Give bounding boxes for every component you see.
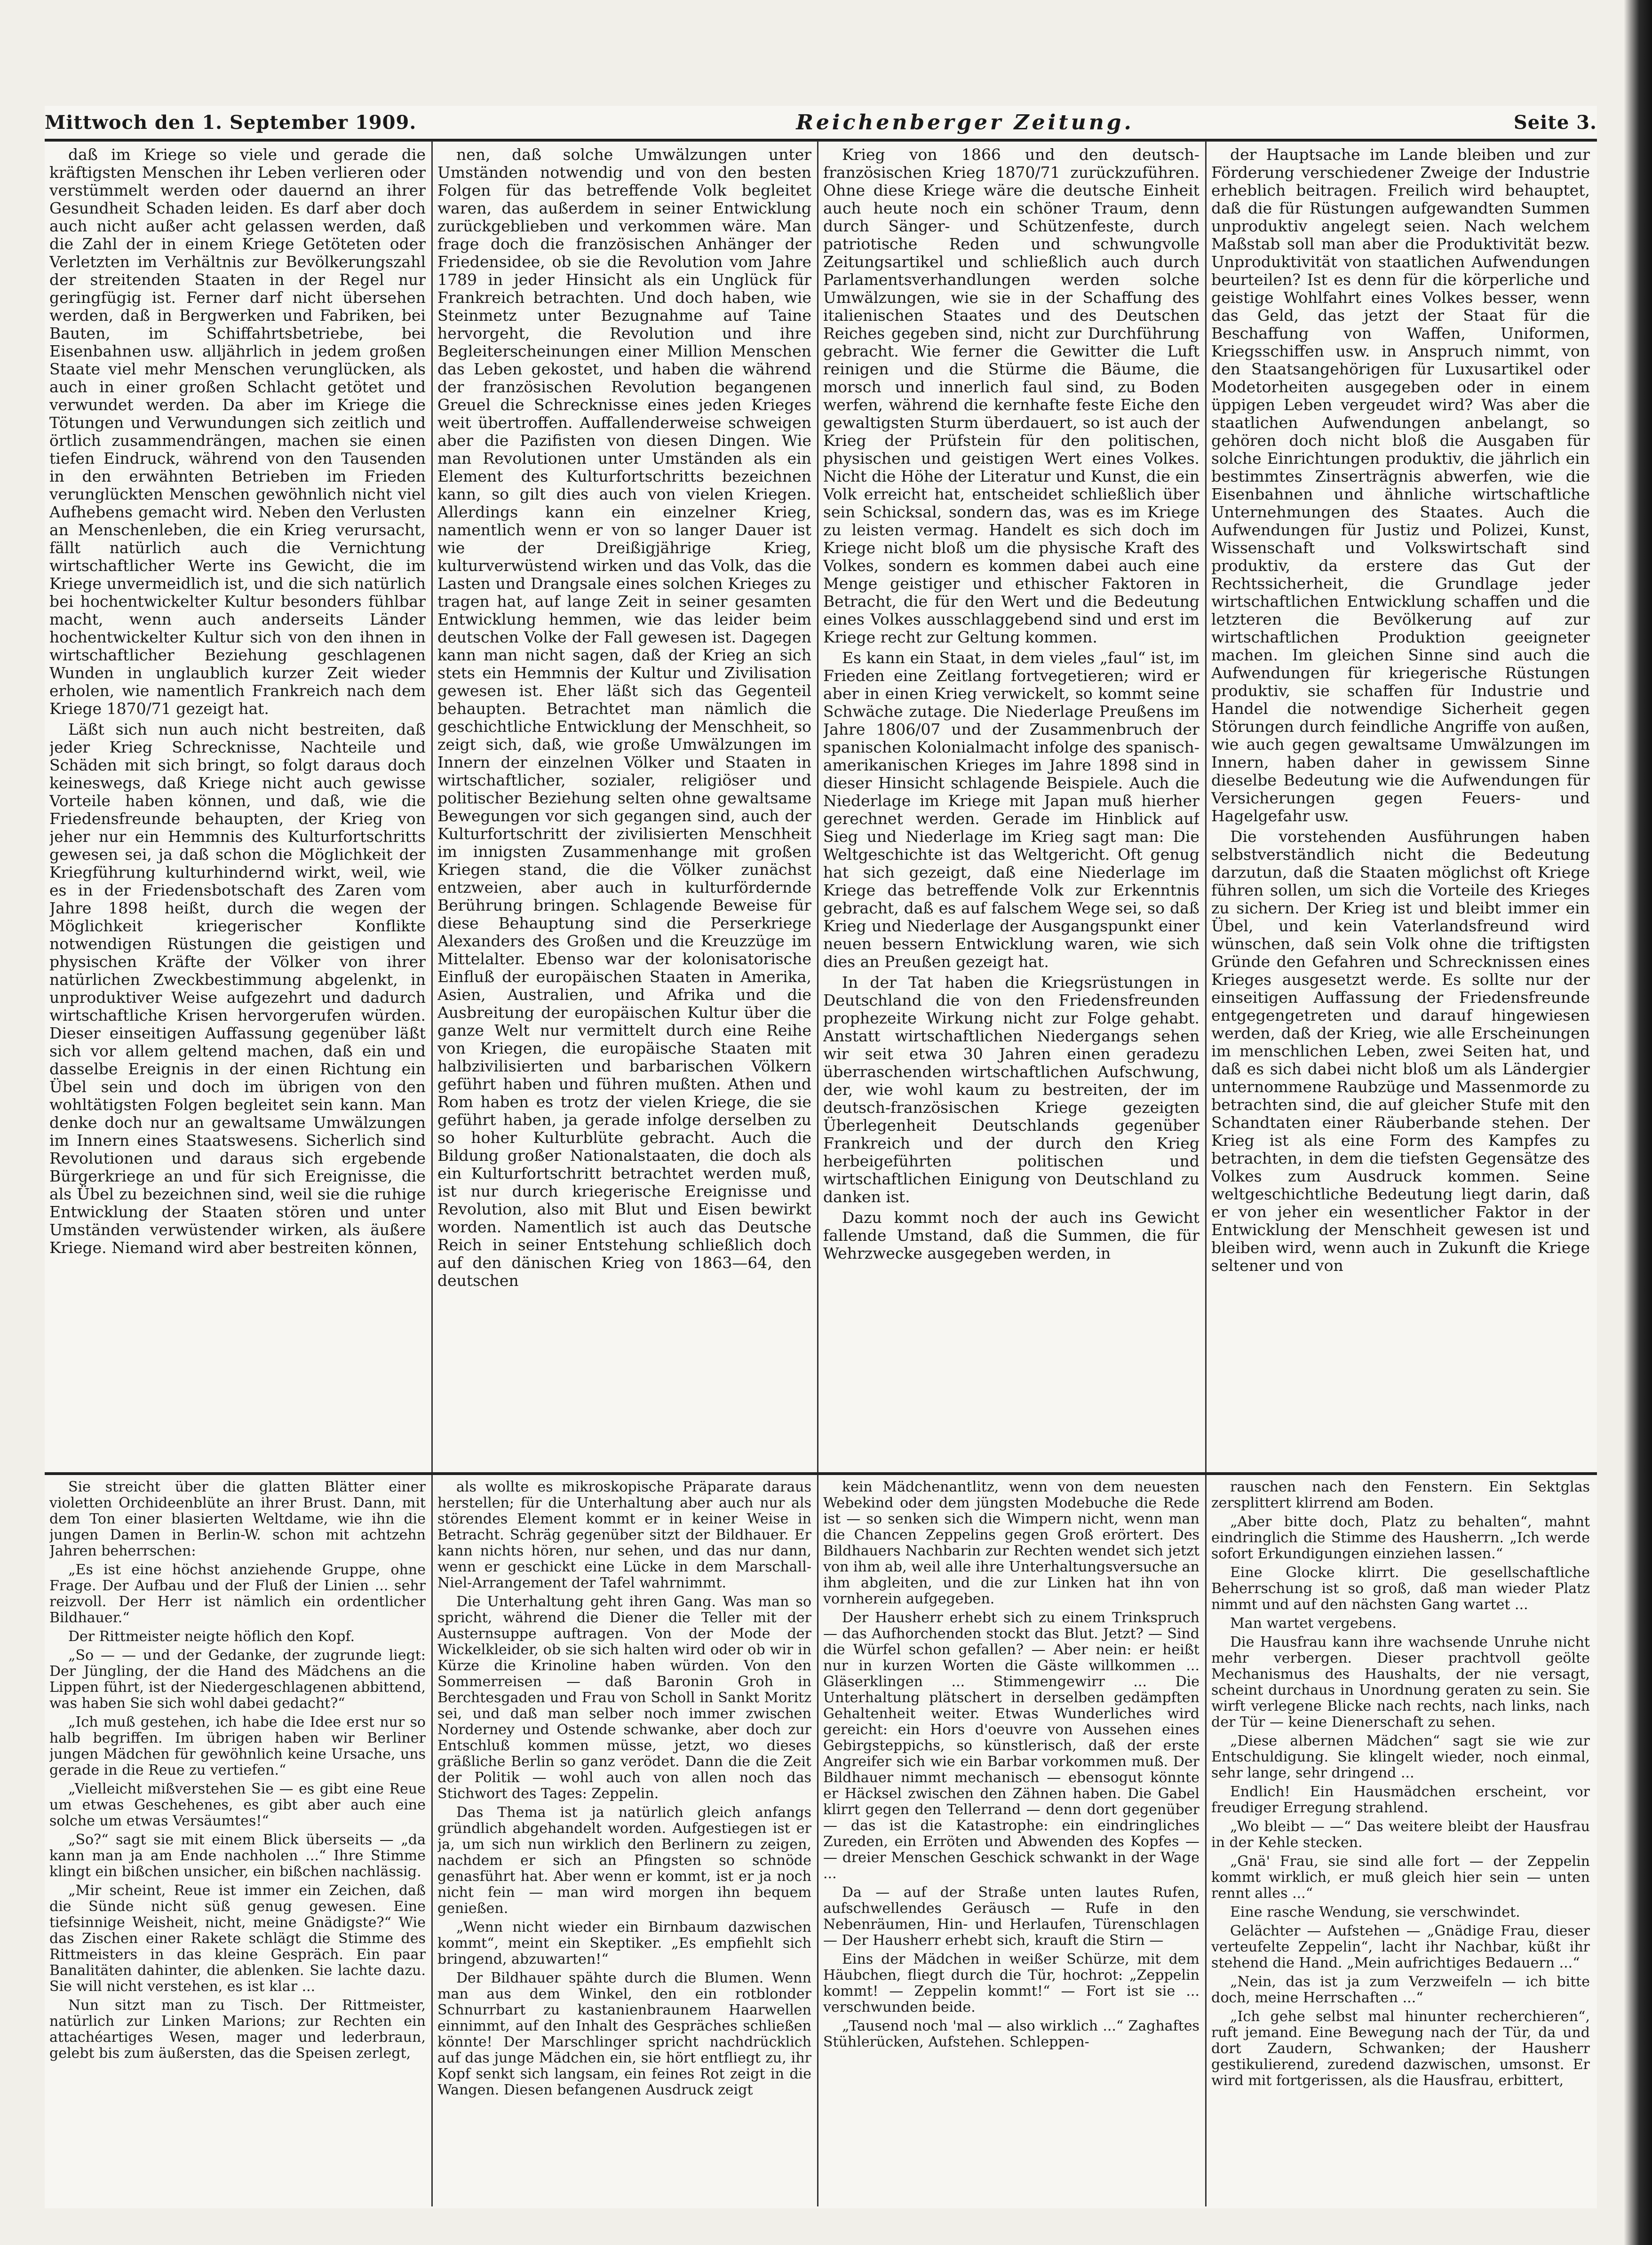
column-divider bbox=[817, 141, 818, 1472]
feuilleton-paragraph: „So — — und der Gedanke, der zugrunde liegt: Der Jüngling, der die Hand des Mädchens an die Lippen führt, ist der Niedergeschlagenen abbittend, was haben Sie sich wohl dabei gedacht?“ bbox=[49, 1647, 426, 1712]
article-column-4 bbox=[1211, 146, 1590, 1468]
article-paragraph: Läßt sich nun auch nicht bestreiten, daß jeder Krieg Schrecknisse, Nachteile und Schäden mit sich bringt, so folgt daraus doch keineswegs, daß Kriege nicht auch gewisse Vorteile haben können, und daß, wie die Friedensfreunde behaupten, der Krieg von jeher nur ein Hemmnis des Kulturfortschritts gewesen sei, ja daß schon die Möglichkeit der Kriegführung kulturhindernd wirkt, weil, wie es in der Friedensbotschaft des Zaren vom Jahre 1898 heißt, durch die wegen der Möglichkeit kriegerischer Konflikte notwendigen Rüstungen die geistigen und physischen Kräfte der Völker von ihrer natürlichen Zweckbestimmung abgelenkt, in unproduktiver Weise aufgezehrt und dadurch wirtschaftliche Krisen hervorgerufen würden. Dieser einseitigen Auffassung gegenüber läßt sich vor allem geltend machen, daß ein und dasselbe Ereignis in der einen Richtung ein Übel sein und doch im übrigen von den wohltätigsten Folgen begleitet sein kann. Man denke doch nur an gewaltsame Umwälzungen im Innern eines Staatswesens. Sicherlich sind Revolutionen und daraus sich ergebende Bürgerkriege an und für sich Ereignisse, die als Übel zu bezeichnen sind, weil sie die ruhige Entwicklung der Staaten stören und unter Umständen verwüstender wirken, als äußere Kriege. Niemand wird aber bestreiten können, bbox=[49, 720, 426, 1257]
page-number: Seite 3. bbox=[1513, 111, 1597, 134]
feuilleton-paragraph: Der Hausherr erhebt sich zu einem Trinkspruch — das Aufhorchenden stockt das Blut. Jetzt? — Sind die Würfel schon gefallen? — Aber nein: er heißt nur in kurzen Worten die Gäste willkommen ... Gläserklingen ... Stimmengewirr ... Die Unterhaltung plätschert in derselben gedämpften Gehaltenheit weiter. Etwas Wunderliches wird gereicht: ein Hors d'oeuvre von Aussehen eines Gebirgsteppichs, so künstlerisch, daß der erste Angreifer sich wie ein Barbar vorkommen muß. Der Bildhauer nimmt mechanisch — ebensogut könnte er Häcksel zwischen den Zähnen haben. Die Gabel klirrt gegen den Tellerrand — denn dort gegenüber — das ist die Katastrophe: ein eindringliches Zureden, ein Erröten und Abwenden des Kopfes — — dreier Menschen Geschick schwankt in der Wage ... bbox=[823, 1610, 1199, 1882]
feuilleton-paragraph: Eine Glocke klirrt. Die gesellschaftliche Beherrschung ist so groß, daß man wieder Platz nimmt und auf den nächsten Gang wartet ... bbox=[1211, 1564, 1590, 1613]
feuilleton-paragraph: Der Bildhauer spähte durch die Blumen. Wenn man aus dem Winkel, den ein rotblonder Schnurrbart zu kastanienbraunem Haarwellen einnimmt, auf den Inhalt des Gespräches schließen könnte! Der Marschlinger spricht nachdrücklich auf das junge Mädchen ein, sie hört entfliegt zu, ihr Kopf senkt sich langsam, ein feines Rot zeigt in die Wangen. Diesen befangenen Ausdruck zeigt bbox=[437, 1970, 811, 2098]
feuilleton-paragraph: Da — auf der Straße unten lautes Rufen, aufschwellendes Geräusch — Rufe in den Nebenräumen, Hin- und Herlaufen, Türenschlagen — Der Hausherr erhebt sich, krauft die Stirn — bbox=[823, 1884, 1199, 1949]
article-column-3 bbox=[823, 146, 1199, 1468]
feuilleton-paragraph: „Nein, das ist ja zum Verzweifeln — ich bitte doch, meine Herrschaften ...“ bbox=[1211, 1974, 1590, 2006]
column-divider bbox=[431, 1475, 433, 2206]
feuilleton-paragraph: Das Thema ist ja natürlich gleich anfangs gründlich abgehandelt worden. Aufgestiegen ist er ja, um sich nun wirklich den Berlinern zu zeigen, nachdem er sich an Pfingsten so schnöde genasführt hat. Aber wenn er kommt, ist er ja noch nicht fein — man wird morgen ihn bequem genießen. bbox=[437, 1804, 811, 1917]
scan-edge-shadow bbox=[1624, 0, 1652, 2245]
feuilleton-paragraph: „Mir scheint, Reue ist immer ein Zeichen, daß die Sünde nicht süß genug gewesen. Eine tiefsinnige Weisheit, nicht, meine Gnädigste?“ Wie das Zischen einer Rakete schlägt die Stimme des Rittmeisters in das kleine Gespräch. Ein paar Banalitäten dahinter, die ablenken. Sie lachte dazu. Sie will nicht verstehen, es ist klar ... bbox=[49, 1882, 426, 1995]
newspaper-title: Reichenberger Zeitung. bbox=[796, 110, 1134, 135]
column-divider bbox=[1205, 141, 1207, 1472]
feuilleton-column-3 bbox=[823, 1479, 1199, 2204]
issue-date: Mittwoch den 1. September 1909. bbox=[45, 111, 417, 134]
feuilleton-paragraph: rauschen nach den Fenstern. Ein Sektglas zersplittert klirrend am Boden. bbox=[1211, 1479, 1590, 1511]
masthead-rule bbox=[45, 139, 1597, 142]
feuilleton-paragraph: Endlich! Ein Hausmädchen erscheint, vor freudiger Erregung strahlend. bbox=[1211, 1784, 1590, 1816]
feuilleton-paragraph: „Ich gehe selbst mal hinunter recherchieren“, ruft jemand. Eine Bewegung nach der Tür, da und dort Zaudern, Schwanken; der Hausherr gestikulierend, zuredend dazwischen, umsonst. Er wird mit fortgerissen, als die Hausfrau, erbittert, bbox=[1211, 2008, 1590, 2089]
feuilleton-paragraph: „Ich muß gestehen, ich habe die Idee erst nur so halb begriffen. Im übrigen haben wir Berliner jungen Mädchen für gewöhnlich keine Ursache, uns gerade in die Reue zu vertiefen.“ bbox=[49, 1714, 426, 1778]
feuilleton-paragraph: als wollte es mikroskopische Präparate daraus herstellen; für die Unterhaltung aber auch nur als störendes Element kommt er in keiner Weise in Betracht. Schräg gegenüber sitzt der Bildhauer. Er kann nichts hören, nur sehen, und das nur dann, wenn er geschickt eine Lücke in dem Marschall-Niel-Arrangement der Tafel wahrnimmt. bbox=[437, 1479, 811, 1591]
article-paragraph: Krieg von 1866 und den deutsch-französischen Krieg 1870/71 zurückzuführen. Ohne diese Kriege wäre die deutsche Einheit auch heute noch ein schöner Traum, denn durch Sänger- und Schützenfeste, durch patriotische Reden und schwungvolle Zeitungsartikel und schließlich auch durch Parlamentsverhandlungen werden solche Umwälzungen, wie sie in der Schaffung des italienischen Staates und des Deutschen Reiches gegeben sind, nicht zur Durchführung gebracht. Wie ferner die Gewitter die Luft reinigen und die Stürme die Bäume, die morsch und innerlich faul sind, zu Boden werfen, während die kernhafte feste Eiche den gewaltigsten Sturm überdauert, so ist auch der Krieg der Prüfstein für den politischen, physischen und geistigen Wert eines Volkes. Nicht die Höhe der Literatur und Kunst, die ein Volk erreicht hat, entscheidet schließlich über sein Schicksal, sondern das, was es im Kriege zu leisten vermag. Handelt es sich doch im Kriege nicht bloß um die physische Kraft des Volkes, sondern es kommen dabei auch eine Menge geistiger und ethischer Faktoren in Betracht, die für den Wert und die Bedeutung eines Volkes ausschlaggebend sind und erst im Kriege recht zur Geltung kommen. bbox=[823, 146, 1199, 646]
feuilleton-paragraph: „Wenn nicht wieder ein Birnbaum dazwischen kommt“, meint ein Skeptiker. „Es empfiehlt sich bringend, abzuwarten!“ bbox=[437, 1919, 811, 1967]
feuilleton-paragraph: Gelächter — Aufstehen — „Gnädige Frau, dieser verteufelte Zeppelin“, lacht ihr Nachbar, küßt ihr stehend die Hand. „Mein aufrichtiges Bedauern ...“ bbox=[1211, 1923, 1590, 1971]
feuilleton-rule bbox=[45, 1472, 1597, 1475]
feuilleton-paragraph: Eine rasche Wendung, sie verschwindet. bbox=[1230, 1904, 1520, 1920]
feuilleton-paragraph: kein Mädchenantlitz, wenn von dem neuesten Webekind oder dem jüngsten Modebuche die Rede ist — so senken sich die Wimpern nicht, wenn man die Chancen Zeppelins gegen Groß erörtert. Des Bildhauers Nachbarin zur Rechten wendet sich jetzt von ihm ab, weil alle ihre Unterhaltungsversuche an ihm abgleiten, und die zur Linken hat ihn von vornherein aufgegeben. bbox=[823, 1479, 1199, 1607]
feuilleton-paragraph: Die Hausfrau kann ihre wachsende Unruhe nicht mehr verbergen. Dieser prachtvoll geölte Mechanismus des Haushalts, der nie versagt, scheint durchaus in Unordnung geraten zu sein. Sie wirft verlegene Blicke nach rechts, nach links, nach der Tür — keine Dienerschaft zu sehen. bbox=[1211, 1634, 1590, 1730]
feuilleton-paragraph: Sie streicht über die glatten Blätter einer violetten Orchideenblüte an ihrer Brust. Dann, mit dem Ton einer blasierten Weltdame, wie ihn die jungen Damen in Berlin-W. schon mit achtzehn Jahren beherrschen: bbox=[49, 1479, 426, 1559]
article-paragraph: daß im Kriege so viele und gerade die kräftigsten Menschen ihr Leben verlieren oder verstümmelt werden oder dauernd an ihrer Gesundheit Schaden leiden. Es darf aber doch auch nicht außer acht gelassen werden, daß die Zahl der in einem Kriege Getöteten oder Verletzten im Verhältnis zur Bevölkerungszahl der streitenden Staaten in der Regel nur geringfügig ist. Ferner darf nicht übersehen werden, daß in Bergwerken und Fabriken, bei Bauten, im Schiffahrtsbetriebe, bei Eisenbahnen usw. alljährlich in jedem großen Staate viel mehr Menschen verunglücken, als auch in einer großen Schlacht getötet und verwundet werden. Da aber im Kriege die Tötungen und Verwundungen sich zeitlich und örtlich zusammendrängen, machen sie einen tiefen Eindruck, während von den Tausenden in den erwähnten Betrieben im Frieden verunglückten Menschen gewöhnlich nicht viel Aufhebens gemacht wird. Neben den Verlusten an Menschenleben, die ein Krieg verursacht, fällt natürlich auch die Vernichtung wirtschaftlicher Werte ins Gewicht, die im Kriege unvermeidlich ist, und die sich natürlich bei hochentwickelter Kultur besonders fühlbar macht, wenn auch anderseits Länder hochentwickelter Kultur sich von den ihnen in wirtschaftlicher Beziehung geschlagenen Wunden in unglaublich kurzer Zeit wieder erholen, wie namentlich Frankreich nach dem Kriege 1870/71 gezeigt hat. bbox=[49, 146, 426, 718]
article-paragraph: nen, daß solche Umwälzungen unter Umständen notwendig und von den besten Folgen für das betreffende Volk begleitet waren, das außerdem in seiner Entwicklung zurückgeblieben und verkommen wäre. Man frage doch die französischen Anhänger der Friedensidee, ob sie die Revolution vom Jahre 1789 in jeder Hinsicht als ein Unglück für Frankreich betrachten. Und doch haben, wie Steinmetz unter Bezugnahme auf Taine hervorgeht, die Revolution und ihre Begleiterscheinungen einer Million Menschen das Leben gekostet, und haben die während der französischen Revolution begangenen Greuel die Schrecknisse eines jeden Krieges weit übertroffen. Auffallenderweise schweigen aber die Pazifisten von diesen Dingen. Wie man Revolutionen unter Umständen als ein Element des Kulturfortschritts bezeichnen kann, so gilt dies auch von vielen Kriegen. Allerdings kann ein einzelner Krieg, namentlich wenn er von so langer Dauer ist wie der Dreißigjährige Krieg, kulturverwüstend wirken und das Volk, das die Lasten und Drangsale eines solchen Krieges zu tragen hat, auf lange Zeit in seiner gesamten Entwicklung hemmen, wie das leider beim deutschen Volke der Fall gewesen ist. Dagegen kann man nicht sagen, daß der Krieg an sich stets ein Hemmnis der Kultur und Zivilisation gewesen ist. Eher läßt sich das Gegenteil behaupten. Betrachtet man nämlich die geschichtliche Entwicklung der Menschheit, so zeigt sich, daß, wie große Umwälzungen im Innern der einzelnen Völker und Staaten in wirtschaftlicher, sozialer, religiöser und politischer Beziehung selten ohne gewaltsame Bewegungen vor sich gegangen sind, auch der Kulturfortschritt der zivilisierten Menschheit im innigsten Zusammenhange mit großen Kriegen stand, die die Völker zunächst entzweien, aber auch in kulturfördernde Berührung bringen. Schlagende Beweise für diese Behauptung sind die Perserkriege Alexanders des Großen und die Kreuzzüge im Mittelalter. Ebenso war der kolonisatorische Einfluß der europäischen Staaten in Amerika, Asien, Australien, und Afrika und die Ausbreitung der europäischen Kultur über die ganze Welt nur vermittelt durch eine Reihe von Kriegen, die europäische Staaten mit halbzivilisierten und barbarischen Völkern geführt haben und führen mußten. Athen und Rom haben es trotz der vielen Kriege, die sie geführt haben, ja gerade infolge derselben zu so hoher Kulturblüte gebracht. Auch die Bildung großer Nationalstaaten, die doch als ein Kulturfortschritt betrachtet werden muß, ist nur durch kriegerische Ereignisse und Revolution, also mit Blut und Eisen bewirkt worden. Namentlich ist auch das Deutsche Reich in seiner Entstehung schließlich doch auf den dänischen Krieg von 1863—64, den deutschen bbox=[437, 146, 811, 1290]
feuilleton-paragraph: „Es ist eine höchst anziehende Gruppe, ohne Frage. Der Aufbau und der Fluß der Linien ... sehr reizvoll. Der Herr ist nämlich ein ordentlicher Bildhauer.“ bbox=[49, 1562, 426, 1626]
feuilleton-paragraph: „Diese albernen Mädchen“ sagt sie wie zur Entschuldigung. Sie klingelt wieder, noch einmal, sehr lange, sehr dringend ... bbox=[1211, 1733, 1590, 1781]
feuilleton-paragraph: „So?“ sagt sie mit einem Blick überseits — „da kann man ja am Ende nachholen ...“ Ihre Stimme klingt ein bißchen unsicher, ein bißchen nachlässig. bbox=[49, 1832, 426, 1880]
feuilleton-paragraph: Eins der Mädchen in weißer Schürze, mit dem Häubchen, fliegt durch die Tür, hochrot: „Zeppelin kommt! — Zeppelin kommt!“ — Fort ist sie ... verschwunden beide. bbox=[823, 1951, 1199, 2015]
feuilleton-column-2 bbox=[437, 1479, 811, 2204]
article-column-2 bbox=[437, 146, 811, 1468]
feuilleton-column-1 bbox=[49, 1479, 426, 2204]
article-column-1 bbox=[49, 146, 426, 1468]
article-paragraph: Die vorstehenden Ausführungen haben selbstverständlich nicht die Bedeutung darzutun, daß die Staaten möglichst oft Kriege führen sollen, um sich die Vorteile des Krieges zu sichern. Der Krieg ist und bleibt immer ein Übel, und kein Vaterlandsfreund wird wünschen, daß sein Volk ohne die triftigsten Gründe den Gefahren und Schrecknissen eines Krieges ausgesetzt werde. Es sollte nur der einseitigen Auffassung der Friedensfreunde entgegengetreten und darauf hingewiesen werden, daß der Krieg, wie alle Erscheinungen im menschlichen Leben, zwei Seiten hat, und daß es sich dabei nicht bloß um als Ländergier unternommene Raubzüge und Massenmorde zu betrachten sind, die auf gleicher Stufe mit den Schandtaten einer Räuberbande stehen. Der Krieg ist als eine Form des Kampfes zu betrachten, in dem die tiefsten Gegensätze des Volkes zum Ausdruck kommen. Seine weltgeschichtliche Bedeutung liegt darin, daß er von jeher ein wesentlicher Faktor in der Entwicklung der Menschheit gewesen ist und bleiben wird, wenn auch in Zukunft die Kriege seltener und von bbox=[1211, 827, 1590, 1275]
column-divider bbox=[1205, 1475, 1207, 2206]
feuilleton-paragraph: „Aber bitte doch, Platz zu behalten“, mahnt eindringlich die Stimme des Hausherrn. „Ich werde sofort Erkundigungen einziehen lassen.“ bbox=[1211, 1514, 1590, 1562]
masthead bbox=[45, 106, 1597, 139]
feuilleton-paragraph: „Gnä' Frau, sie sind alle fort — der Zeppelin kommt wirklich, er muß gleich hier sein — unten rennt alles ...“ bbox=[1211, 1853, 1590, 1902]
column-divider bbox=[431, 141, 433, 1472]
feuilleton-paragraph: „Tausend noch 'mal — also wirklich ...“ Zaghaftes Stühlerücken, Aufstehen. Schleppen- bbox=[823, 2018, 1199, 2050]
article-paragraph: In der Tat haben die Kriegsrüstungen in Deutschland die von den Friedensfreunden prophezeite Wirkung nicht zur Folge gehabt. Anstatt wirtschaftlichen Niedergangs sehen wir seit etwa 30 Jahren einen geradezu überraschenden wirtschaftlichen Aufschwung, der, wie wohl kaum zu bestreiten, der im deutsch-französischen Kriege gezeigten Überlegenheit Deutschlands gegenüber Frankreich und der durch den Krieg herbeigeführten politischen und wirtschaftlichen Einigung von Deutschland zu danken ist. bbox=[823, 973, 1199, 1206]
article-paragraph: Es kann ein Staat, in dem vieles „faul“ ist, im Frieden eine Zeitlang fortvegetieren; wird er aber in einen Krieg verwickelt, so kommt seine Schwäche zutage. Die Niederlage Preußens im Jahre 1806/07 und der Zusammenbruch der spanischen Kolonialmacht infolge des spanisch-amerikanischen Krieges im Jahre 1898 sind in dieser Hinsicht schlagende Beispiele. Auch die Niederlage im Kriege mit Japan muß hierher gerechnet werden. Gerade im Hinblick auf Sieg und Niederlage im Krieg sagt man: Die Weltgeschichte ist das Weltgericht. Oft genug hat sich gezeigt, daß eine Niederlage im Kriege das betreffende Volk zur Erkenntnis gebracht, daß es auf falschem Wege sei, so daß Krieg und Niederlage der Ausgangspunkt einer neuen bessern Entwicklung waren, wie sich dies an Preußen gezeigt hat. bbox=[823, 649, 1199, 971]
feuilleton-column-4 bbox=[1211, 1479, 1590, 2204]
feuilleton-paragraph: „Wo bleibt — —“ Das weitere bleibt der Hausfrau in der Kehle stecken. bbox=[1211, 1818, 1590, 1851]
feuilleton-paragraph: „Vielleicht mißverstehen Sie — es gibt eine Reue um etwas Geschehenes, es gibt aber auch eine solche um etwas Versäumtes!“ bbox=[49, 1781, 426, 1829]
article-paragraph: der Hauptsache im Lande bleiben und zur Förderung verschiedener Zweige der Industrie erheblich beitragen. Freilich wird behauptet, daß die für Rüstungen aufgewandten Summen unproduktiv angelegt seien. Nach welchem Maßstab soll man aber die Produktivität bezw. Unproduktivität von staatlichen Aufwendungen beurteilen? Ist es denn für die körperliche und geistige Wohlfahrt eines Volkes besser, wenn das Geld, das jetzt der Staat für die Beschaffung von Waffen, Uniformen, Kriegsschiffen usw. in Anspruch nimmt, von den Staatsangehörigen für Luxusartikel oder Modetorheiten ausgegeben oder in einem üppigen Leben vergeudet wird? Was aber die staatlichen Aufwendungen anbelangt, so gehören doch nicht bloß die Ausgaben für solche Einrichtungen produktiv, die jährlich ein bestimmtes Zinserträgnis abwerfen, wie die Eisenbahnen und ähnliche wirtschaftliche Unternehmungen des Staates. Auch die Aufwendungen für Justiz und Polizei, Kunst, Wissenschaft und Volkswirtschaft sind produktiv, da erstere das Gut der Rechtssicherheit, die Grundlage jeder wirtschaftlichen Entwicklung schaffen und die letzteren die Bevölkerung auf zur wirtschaftlichen Produktion geeigneter machen. Im gleichen Sinne sind auch die Aufwendungen für kriegerische Rüstungen produktiv, sie schaffen für Industrie und Handel die notwendige Sicherheit gegen Störungen durch feindliche Angriffe von außen, wie auch gegen gewaltsame Umwälzungen im Innern, haben daher in gewissem Sinne dieselbe Bedeutung wie die Aufwendungen für Versicherungen gegen Feuers- und Hagelgefahr usw. bbox=[1211, 146, 1590, 825]
feuilleton-paragraph: Nun sitzt man zu Tisch. Der Rittmeister, natürlich zur Linken Marions; zur Rechten ein attachéartiges Wesen, mager und lederbraun, gelebt bis zum äußersten, das die Speisen zerlegt, bbox=[49, 1997, 426, 2062]
feuilleton-paragraph: Die Unterhaltung geht ihren Gang. Was man so spricht, während die Diener die Teller mit der Austernsuppe auftragen. Von der Mode der Wickelkleider, ob sie sich halten wird oder ob wir in Kürze die Krinoline haben würden. Von den Sommerreisen — daß Baronin Groh in Berchtesgaden und Frau von Scholl in Sankt Moritz sei, und daß man selber noch immer zwischen Norderney und Ostende schwanke, aber doch zur Entschluß kommen müsse, jetzt, wo dieses gräßliche Berlin so ganz verödet. Dann die die Zeit der Politik — wohl auch von allen noch das Stichwort des Tages: Zeppelin. bbox=[437, 1594, 811, 1802]
column-divider bbox=[817, 1475, 818, 2206]
feuilleton-paragraph: Der Rittmeister neigte höflich den Kopf. bbox=[68, 1628, 355, 1645]
feuilleton-paragraph: Man wartet vergebens. bbox=[1230, 1615, 1397, 1632]
article-paragraph: Dazu kommt noch der auch ins Gewicht fallende Umstand, daß die Summen, die für Wehrzwecke ausgegeben werden, in bbox=[823, 1208, 1199, 1262]
